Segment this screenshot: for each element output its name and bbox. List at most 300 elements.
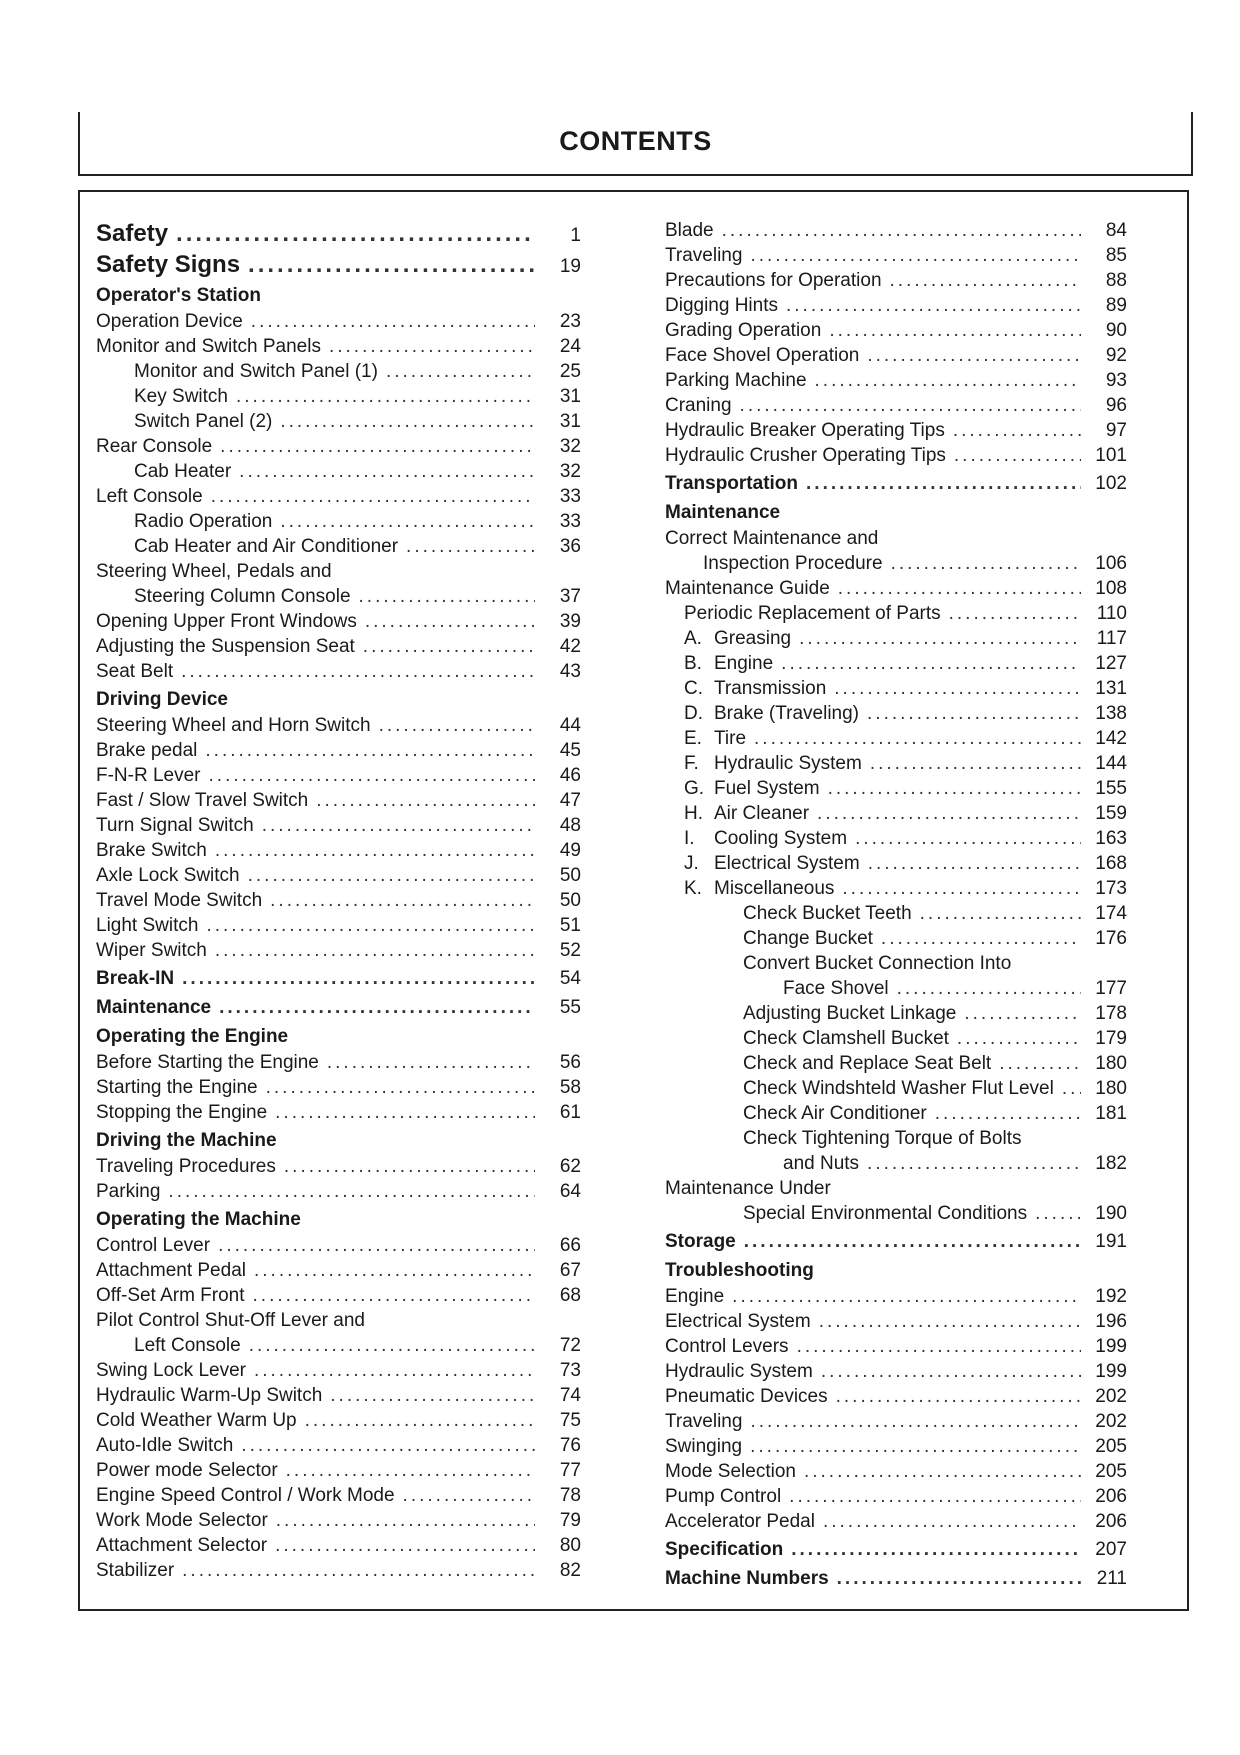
toc-entry-text: Starting the Engine: [96, 1077, 258, 1098]
toc-entry-label: [665, 1359, 813, 1384]
toc-entry-page: 64: [559, 1181, 581, 1202]
dot-leader: [867, 1151, 1081, 1176]
dot-leader: [206, 913, 535, 938]
toc-entry-label: [665, 576, 830, 601]
toc-entry-text: Attachment Selector: [96, 1535, 268, 1556]
toc-entry-page: 211: [1096, 1568, 1127, 1589]
dot-leader: [239, 459, 535, 484]
toc-entry-label: [96, 534, 398, 559]
toc-entry: [665, 293, 1127, 318]
toc-entry-page: 206: [1095, 1486, 1127, 1507]
toc-entry-page: 108: [1095, 578, 1127, 599]
toc-entry-page: 155: [1095, 778, 1127, 799]
toc-entry-label: [665, 1026, 949, 1051]
toc-entry: [665, 1101, 1127, 1126]
toc-entry: [96, 994, 581, 1021]
toc-entry-text: Special Environmental Conditions: [743, 1203, 1028, 1224]
toc-entry-page: 45: [559, 740, 581, 761]
toc-entry: [665, 926, 1127, 951]
dot-leader: [219, 994, 535, 1021]
toc-entry-label: [665, 1201, 1027, 1226]
toc-entry: [96, 938, 581, 963]
toc-entry-label: [96, 1127, 277, 1154]
toc-entry-text: Storage: [665, 1231, 736, 1252]
dot-leader: [241, 1433, 535, 1458]
toc-entry: [96, 738, 581, 763]
toc-entry: [665, 393, 1127, 418]
dot-leader: [182, 965, 535, 992]
toc-entry: [96, 965, 581, 992]
toc-entry-text: Adjusting the Suspension Seat: [96, 636, 355, 657]
toc-entry: [665, 1409, 1127, 1434]
toc-entry: [665, 499, 1127, 526]
toc-entry-page: 144: [1095, 753, 1127, 774]
toc-entry-label: [665, 1334, 789, 1359]
toc-entry-label: [665, 1126, 1022, 1151]
toc-entry-letter: G.: [684, 778, 705, 799]
toc-entry-label: [665, 1536, 783, 1563]
toc-entry: [665, 368, 1127, 393]
toc-entry-text: F-N-R Lever: [96, 765, 201, 786]
toc-entry-label: [665, 243, 742, 268]
toc-entry-page: 138: [1095, 703, 1127, 724]
toc-entry-page: 48: [559, 815, 581, 836]
toc-entry-letter: B.: [684, 653, 702, 674]
toc-entry-page: 75: [559, 1410, 581, 1431]
toc-entry: [665, 976, 1127, 1001]
toc-entry-text: Left Console: [96, 486, 203, 507]
toc-entry-label: [665, 1284, 724, 1309]
toc-entry: [665, 801, 1127, 826]
toc-entry: [96, 249, 581, 280]
toc-entry-page: 25: [559, 361, 581, 382]
toc-entry-label: [665, 1151, 859, 1176]
dot-leader: [953, 418, 1081, 443]
toc-entry-text: Specification: [665, 1539, 784, 1560]
toc-entry-text: Blade: [665, 220, 714, 241]
dot-leader: [205, 738, 535, 763]
toc-entry-text: Steering Wheel, Pedals and: [96, 561, 332, 582]
toc-entry-label: [665, 1565, 829, 1592]
dot-leader: [815, 368, 1081, 393]
toc-entry-text: Periodic Replacement of Parts: [684, 603, 941, 624]
dot-leader: [286, 1458, 535, 1483]
toc-entry: [665, 1434, 1127, 1459]
toc-entry-text: Grading Operation: [665, 320, 822, 341]
toc-entry: [665, 343, 1127, 368]
toc-entry-page: 33: [559, 511, 581, 532]
toc-entry-label: [96, 863, 240, 888]
toc-entry-page: 43: [559, 661, 581, 682]
toc-entry: [665, 1201, 1127, 1226]
toc-entry-page: 54: [559, 968, 581, 989]
dot-leader: [999, 1051, 1081, 1076]
dot-leader: [248, 249, 535, 280]
dot-leader: [275, 1100, 535, 1125]
toc-entry-page: 84: [1105, 220, 1127, 241]
toc-entry-text: Operation Device: [96, 311, 243, 332]
toc-entry-label: [96, 1075, 258, 1100]
toc-entry-page: 127: [1095, 653, 1127, 674]
toc-entry-text: Swinging: [665, 1436, 743, 1457]
toc-entry-text: Check Clamshell Bucket: [743, 1028, 949, 1049]
toc-entry-label: [665, 1459, 796, 1484]
toc-entry: [665, 851, 1127, 876]
toc-entry-page: 46: [559, 765, 581, 786]
toc-entry-label: [96, 559, 332, 584]
toc-entry-page: 36: [559, 536, 581, 557]
dot-leader: [890, 268, 1081, 293]
dot-leader: [363, 634, 535, 659]
toc-entry: [96, 409, 581, 434]
toc-frame: [78, 190, 1189, 1611]
toc-entry-page: 23: [559, 311, 581, 332]
toc-entry: [665, 601, 1127, 626]
toc-entry-text: Precautions for Operation: [665, 270, 882, 291]
toc-entry-label: [96, 1258, 246, 1283]
toc-entry-page: 72: [559, 1335, 581, 1356]
toc-entry-text: Traveling Procedures: [96, 1156, 276, 1177]
toc-entry-label: [96, 1050, 319, 1075]
toc-entry-text: Greasing: [714, 628, 792, 649]
dot-leader: [920, 901, 1081, 926]
toc-entry-label: [665, 1228, 736, 1255]
toc-entry-page: 131: [1095, 678, 1127, 699]
toc-entry-text: Check Windshteld Washer Flut Level: [743, 1078, 1054, 1099]
toc-entry-label: [96, 218, 168, 249]
dot-leader: [251, 309, 535, 334]
dot-leader: [754, 726, 1081, 751]
toc-entry-text: Radio Operation: [134, 511, 273, 532]
toc-entry-page: 77: [559, 1460, 581, 1481]
dot-leader: [799, 626, 1081, 651]
toc-entry-page: 96: [1105, 395, 1127, 416]
toc-entry: [96, 434, 581, 459]
toc-entry-label: [96, 994, 211, 1021]
toc-entry-page: 199: [1095, 1336, 1127, 1357]
toc-entry-page: 68: [559, 1285, 581, 1306]
dot-leader: [957, 1026, 1081, 1051]
toc-entry: [96, 1533, 581, 1558]
toc-entry: [665, 1565, 1127, 1592]
toc-entry-page: 199: [1095, 1361, 1127, 1382]
toc-entry-label: [96, 459, 231, 484]
toc-entry-label: [665, 601, 941, 626]
toc-entry: [665, 1334, 1127, 1359]
toc-entry-text: Accelerator Pedal: [665, 1511, 815, 1532]
toc-entry: [665, 751, 1127, 776]
toc-entry-text: Stabilizer: [96, 1560, 175, 1581]
toc-entry-text: Operator's Station: [96, 285, 261, 306]
toc-entry: [96, 634, 581, 659]
toc-entry-text: Maintenance Under: [665, 1178, 831, 1199]
toc-entry-letter: H.: [684, 803, 703, 824]
toc-entry: [96, 534, 581, 559]
toc-entry-text: Troubleshooting: [665, 1260, 814, 1281]
toc-entry-label: [665, 1076, 1054, 1101]
toc-entry-label: [96, 1308, 365, 1333]
toc-entry-label: [96, 1383, 322, 1408]
toc-entry: [96, 1383, 581, 1408]
dot-leader: [236, 384, 535, 409]
toc-entry-label: [665, 751, 862, 776]
toc-entry-label: [96, 1483, 395, 1508]
toc-entry-page: 44: [559, 715, 581, 736]
dot-leader: [1062, 1076, 1081, 1101]
toc-entry-text: Operating the Machine: [96, 1209, 301, 1230]
dot-leader: [740, 393, 1081, 418]
toc-entry-text: Stopping the Engine: [96, 1102, 268, 1123]
dot-leader: [365, 609, 535, 634]
toc-entry: [96, 1154, 581, 1179]
toc-entry-text: Maintenance: [665, 502, 781, 523]
dot-leader: [837, 1565, 1081, 1592]
toc-entry-text: Work Mode Selector: [96, 1510, 268, 1531]
toc-entry-text: Air Cleaner: [714, 803, 810, 824]
toc-entry-text: Off-Set Arm Front: [96, 1285, 245, 1306]
toc-entry-text: Engine Speed Control / Work Mode: [96, 1485, 395, 1506]
toc-entry-page: 37: [559, 586, 581, 607]
toc-entry-label: [665, 1434, 742, 1459]
toc-entry-page: 101: [1095, 445, 1127, 466]
toc-entry: [96, 1050, 581, 1075]
toc-entry: [665, 876, 1127, 901]
toc-entry-text: Mode Selection: [665, 1461, 796, 1482]
toc-entry-text: Switch Panel (2): [134, 411, 273, 432]
dot-leader: [209, 763, 535, 788]
dot-leader: [330, 1383, 535, 1408]
toc-entry-text: Traveling: [665, 1411, 743, 1432]
toc-entry-text: Turn Signal Switch: [96, 815, 254, 836]
toc-entry-label: [665, 293, 778, 318]
toc-entry-page: 180: [1095, 1053, 1127, 1074]
toc-entry: [96, 1408, 581, 1433]
toc-entry-page: 58: [559, 1077, 581, 1098]
toc-entry: [96, 888, 581, 913]
toc-entry-text: Steering Wheel and Horn Switch: [96, 715, 371, 736]
toc-entry: [665, 901, 1127, 926]
toc-entry: [96, 559, 581, 584]
toc-entry-page: 179: [1095, 1028, 1127, 1049]
toc-entry-label: [665, 1101, 927, 1126]
dot-leader: [1035, 1201, 1081, 1226]
toc-entry-text: Inspection Procedure: [703, 553, 883, 574]
toc-entry: [665, 1076, 1127, 1101]
toc-entry: [96, 1458, 581, 1483]
toc-entry-label: [665, 976, 889, 1001]
toc-entry-label: [96, 434, 212, 459]
toc-entry-label: [96, 1206, 301, 1233]
toc-entry: [665, 218, 1127, 243]
dot-leader: [254, 1258, 535, 1283]
toc-entry-page: 62: [559, 1156, 581, 1177]
toc-entry-label: [96, 913, 198, 938]
dot-leader: [750, 1434, 1081, 1459]
toc-entry-letter: C.: [684, 678, 703, 699]
toc-entry-page: 19: [559, 256, 581, 277]
dot-leader: [804, 1459, 1081, 1484]
toc-entry-text: Check Bucket Teeth: [743, 903, 912, 924]
toc-entry-label: [665, 901, 912, 926]
toc-entry-label: [96, 484, 203, 509]
toc-entry-label: [665, 1001, 956, 1026]
toc-entry: [96, 1179, 581, 1204]
toc-entry-page: 207: [1095, 1539, 1127, 1560]
toc-entry-letter: I.: [684, 828, 695, 849]
toc-entry-label: [665, 318, 821, 343]
toc-entry-label: [96, 1358, 246, 1383]
toc-entry-label: [96, 384, 228, 409]
toc-entry: [96, 584, 581, 609]
toc-entry: [665, 1151, 1127, 1176]
toc-entry-text: Cab Heater and Air Conditioner: [134, 536, 399, 557]
toc-entry-page: 191: [1095, 1231, 1127, 1252]
dot-leader: [176, 218, 535, 249]
toc-entry-text: Break-IN: [96, 968, 175, 989]
toc-entry-label: [96, 1100, 267, 1125]
toc-entry-label: [96, 409, 272, 434]
toc-entry: [665, 1459, 1127, 1484]
toc-entry-label: [665, 1484, 781, 1509]
toc-entry: [665, 443, 1127, 468]
toc-entry: [665, 676, 1127, 701]
toc-entry-label: [665, 551, 883, 576]
toc-entry-label: [665, 801, 809, 826]
toc-entry-text: Fuel System: [714, 778, 820, 799]
toc-entry-text: Safety: [96, 220, 169, 247]
dot-leader: [253, 1283, 535, 1308]
toc-entry-page: 39: [559, 611, 581, 632]
toc-entry-page: 80: [559, 1535, 581, 1556]
toc-entry-text: Hydraulic Crusher Operating Tips: [665, 445, 946, 466]
toc-entry-label: [96, 609, 357, 634]
toc-entry-letter: F.: [684, 753, 699, 774]
toc-entry-text: Power mode Selector: [96, 1460, 278, 1481]
toc-entry: [665, 1228, 1127, 1255]
dot-leader: [248, 863, 535, 888]
dot-leader: [855, 826, 1081, 851]
dot-leader: [828, 776, 1081, 801]
toc-entry: [665, 1284, 1127, 1309]
toc-entry-text: Opening Upper Front Windows: [96, 611, 357, 632]
toc-entry-text: Digging Hints: [665, 295, 778, 316]
toc-entry-label: [96, 965, 174, 992]
dot-leader: [842, 876, 1081, 901]
page-title: CONTENTS: [559, 126, 712, 156]
toc-entry-page: 159: [1095, 803, 1127, 824]
toc-entry-page: 206: [1095, 1511, 1127, 1532]
toc-entry-page: 142: [1095, 728, 1127, 749]
toc-entry: [96, 1127, 581, 1154]
toc-entry-text: Steering Column Console: [134, 586, 351, 607]
toc-entry-label: [665, 726, 746, 751]
toc-entry-text: and Nuts: [783, 1153, 860, 1174]
toc-entry-page: 196: [1095, 1311, 1127, 1332]
toc-entry-label: [665, 443, 946, 468]
toc-entry-page: 66: [559, 1235, 581, 1256]
toc-entry-text: Change Bucket: [743, 928, 873, 949]
dot-leader: [935, 1101, 1081, 1126]
toc-entry-label: [96, 1458, 278, 1483]
toc-entry-text: Fast / Slow Travel Switch: [96, 790, 309, 811]
toc-entry-label: [665, 626, 791, 651]
toc-entry-label: [665, 268, 882, 293]
toc-entry-text: Hydraulic System: [665, 1361, 813, 1382]
dot-leader: [275, 1533, 535, 1558]
toc-entry-label: [665, 701, 859, 726]
toc-entry: [665, 268, 1127, 293]
dot-leader: [891, 551, 1081, 576]
toc-entry-label: [96, 788, 308, 813]
toc-entry-text: Engine: [665, 1286, 725, 1307]
toc-entry-text: Brake (Traveling): [714, 703, 860, 724]
toc-entry: [96, 1358, 581, 1383]
toc-entry-label: [96, 1508, 268, 1533]
toc-entry-page: 92: [1105, 345, 1127, 366]
toc-entry: [96, 1558, 581, 1583]
dot-leader: [870, 751, 1081, 776]
toc-entry-label: [665, 926, 873, 951]
toc-entry-page: 56: [559, 1052, 581, 1073]
toc-entry: [96, 838, 581, 863]
toc-entry: [96, 218, 581, 249]
toc-entry-label: [665, 1509, 815, 1534]
toc-entry-page: 106: [1095, 553, 1127, 574]
toc-entry-text: Tire: [714, 728, 747, 749]
toc-entry-page: 174: [1095, 903, 1127, 924]
toc-entry-letter: A.: [684, 628, 702, 649]
toc-entry-page: 74: [559, 1385, 581, 1406]
toc-entry: [96, 1333, 581, 1358]
toc-entry-text: Before Starting the Engine: [96, 1052, 319, 1073]
toc-entry-text: Left Console: [134, 1335, 241, 1356]
toc-entry-text: Pneumatic Devices: [665, 1386, 828, 1407]
toc-entry-text: Monitor and Switch Panels: [96, 336, 321, 357]
toc-entry-label: [96, 738, 197, 763]
toc-entry-text: Swing Lock Lever: [96, 1360, 246, 1381]
toc-entry-text: Parking Machine: [665, 370, 807, 391]
toc-entry: [665, 1359, 1127, 1384]
toc-entry: [96, 609, 581, 634]
toc-entry-text: Axle Lock Switch: [96, 865, 240, 886]
toc-entry: [96, 659, 581, 684]
dot-leader: [379, 713, 535, 738]
toc-entry: [96, 713, 581, 738]
toc-entry-text: Safety Signs: [96, 251, 241, 278]
toc-entry: [96, 384, 581, 409]
toc-entry-page: 192: [1095, 1286, 1127, 1307]
dot-leader: [266, 1075, 535, 1100]
toc-entry-text: Maintenance: [96, 997, 212, 1018]
dot-leader: [781, 651, 1081, 676]
toc-entry: [665, 1126, 1127, 1151]
toc-entry-text: Adjusting Bucket Linkage: [743, 1003, 957, 1024]
toc-entry-text: Maintenance Guide: [665, 578, 830, 599]
toc-entry: [665, 470, 1127, 497]
toc-entry-label: [665, 218, 714, 243]
toc-entry-text: Face Shovel Operation: [665, 345, 860, 366]
toc-entry: [665, 526, 1127, 551]
toc-entry-page: 31: [559, 386, 581, 407]
dot-leader: [182, 1558, 535, 1583]
toc-entry-label: [96, 763, 201, 788]
dot-leader: [403, 1483, 535, 1508]
toc-entry-text: Driving Device: [96, 689, 228, 710]
toc-entry-page: 168: [1095, 853, 1127, 874]
toc-entry: [96, 788, 581, 813]
toc-entry: [665, 1509, 1127, 1534]
dot-leader: [744, 1228, 1081, 1255]
